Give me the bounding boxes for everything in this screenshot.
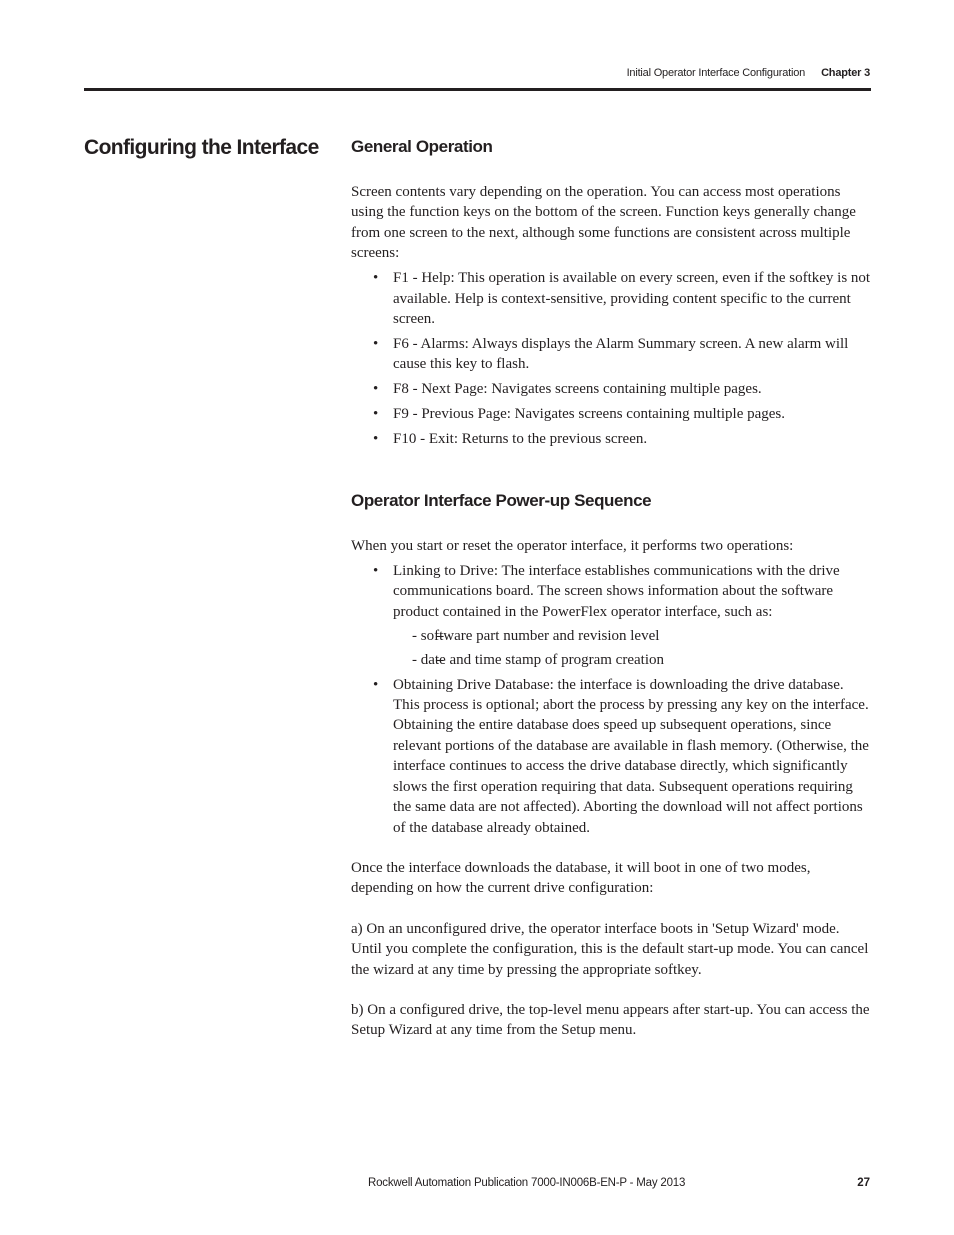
main-content [351,136,871,1041]
general-operation-heading: General Operation [351,137,493,156]
list-item: • Obtaining Drive Database: the interface is downloading the drive database. This process is optional; abort the process by pressing any key on the interface. Obtaining the entire database does speed up subsequent operations, since relevant portions of the database are available in flash memory. (Otherwise, the interface continues to access the drive database directly, which significantly slows the first operation requiring that data. Subsequent operations requiring the same data are not affected). Aborting the download will not affect portions of the database already obtained. [351,675,871,838]
unconfigured-paragraph: a) On an unconfigured drive, the operator interface boots in 'Setup Wizard' mode. Until you complete the configuration, this is the default start-up mode. You can cancel the wizard at any time by pressing the appropriate softkey. [351,920,869,978]
list-item: • F8 - Next Page: Navigates screens containing multiple pages. [351,379,871,399]
sub-list-item: – - date and time stamp of program creation [393,650,871,670]
footer-publication: Rockwell Automation Publication 7000-IN006B-EN-P - May 2013 [368,1177,686,1189]
header-rule [84,88,871,91]
linking-text: Linking to Drive: The interface establishes communications with the drive communications board. The screen shows information about the software product contained in the PowerFlex operator interface, such as: [393,562,840,620]
power-up-intro: When you start or reset the operator interface, it performs two operations: [351,537,794,554]
sub-list [393,626,871,670]
configured-paragraph: b) On a configured drive, the top-level menu appears after start-up. You can access the Setup Wizard at any time from the Setup menu. [351,1001,870,1039]
power-up-heading: Operator Interface Power-up Sequence [351,490,652,510]
chapter-label: Chapter 3 [821,67,870,79]
function-key-list [351,268,871,450]
sub-list-item: – - software part number and revision level [393,626,871,646]
list-item: • F9 - Previous Page: Navigates screens containing multiple pages. [351,404,871,424]
boot-mode-paragraph: Once the interface downloads the database, it will boot in one of two modes, depending on how the current drive configuration: [351,859,811,897]
list-item: • F1 - Help: This operation is available on every screen, even if the softkey is not available. Help is context-sensitive, providing content specific to the current screen. [351,268,871,329]
general-operation-intro: Screen contents vary depending on the operation. You can access most operations using the function keys on the bottom of the screen. Function keys generally change from one screen to the next, although some functions are consistent across multiple screens: [351,184,856,262]
power-up-list [351,561,871,838]
page-number: 27 [857,1177,870,1189]
list-item: • F10 - Exit: Returns to the previous screen. [351,429,871,449]
running-header [627,67,870,79]
list-item [351,561,871,670]
running-title: Initial Operator Interface Configuration [626,67,806,79]
section-title: Configuring the Interface [84,136,319,159]
list-item: • F6 - Alarms: Always displays the Alarm Summary screen. A new alarm will cause this key to flash. [351,334,871,375]
